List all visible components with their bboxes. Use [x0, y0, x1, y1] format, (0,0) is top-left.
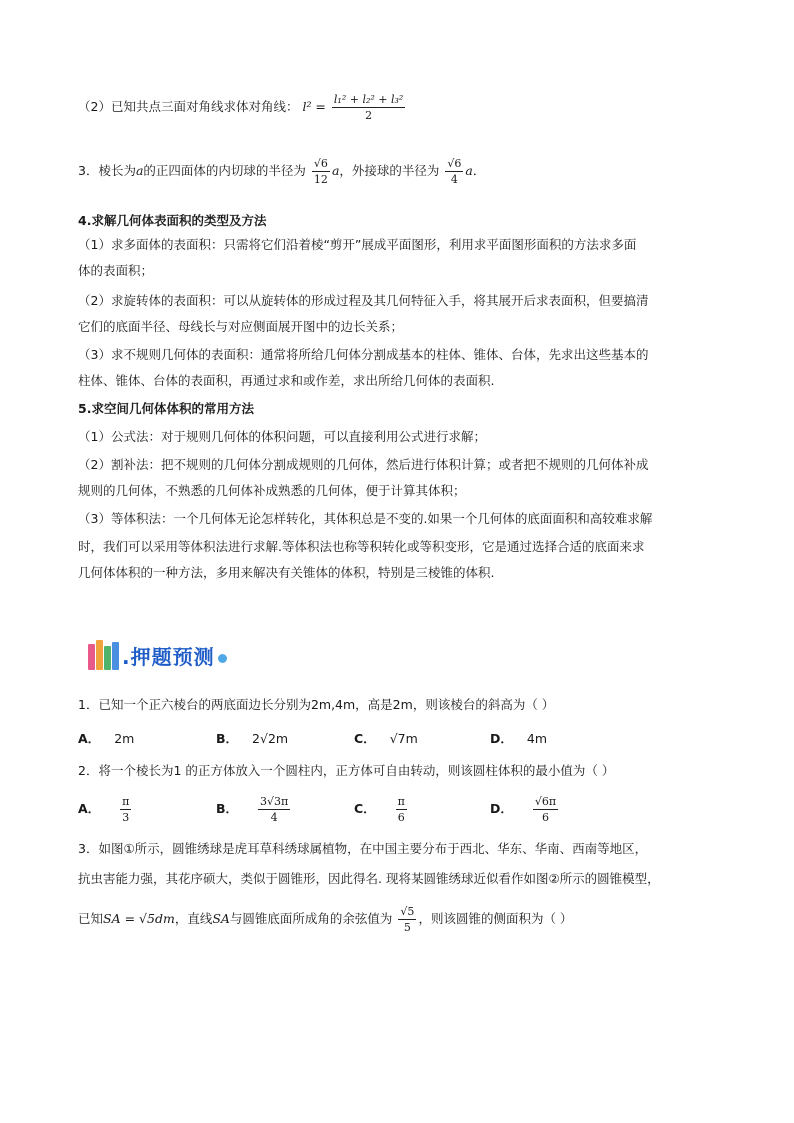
q3-cos-fraction: [398, 904, 416, 935]
item-3-var3: a: [465, 163, 473, 178]
q3-cos-den: 5: [403, 921, 411, 934]
q2-a-den: 3: [122, 811, 130, 824]
q2-option-c[interactable]: [354, 794, 409, 825]
item-3-text1: 棱长为: [98, 163, 136, 178]
section-4-line-1: （1）求多面体的表面积：只需将它们沿着棱“剪开”展成平面图形，利用求平面图形面积的方法求多面: [78, 237, 637, 252]
q1-option-c[interactable]: [354, 730, 418, 748]
item-3-text3: ，外接球的半径为: [339, 163, 440, 178]
book-spine-blue: [112, 642, 119, 670]
book-spine-orange: [96, 640, 103, 670]
q1-option-d-value: 4m: [526, 731, 548, 746]
q1-option-a-label: A．: [78, 731, 101, 746]
diagonal-numerator: l₁² + l₂² + l₃²: [333, 93, 404, 106]
banner-dot-icon: [218, 654, 227, 663]
diagonal-denominator: 2: [365, 109, 373, 122]
book-spine-green: [104, 646, 111, 670]
q2-option-d-fraction: [533, 794, 558, 825]
book-spine-pink: [88, 644, 95, 670]
q2-option-c-label: C．: [354, 801, 376, 816]
question-3-line-3: [78, 904, 572, 935]
q2-option-b-fraction: [258, 794, 290, 825]
section-5-line-2: （2）割补法：把不规则的几何体分割成规则的几何体，然后进行体积计算；或者把不规则的几何体补成: [78, 457, 649, 472]
q1-option-b-label: B．: [216, 731, 239, 746]
inscribed-num: √6: [313, 157, 328, 170]
inscribed-radius-fraction: [312, 156, 330, 187]
q2-option-d-label: D．: [490, 801, 513, 816]
q1-option-c-label: C．: [354, 731, 376, 746]
section-4-line-3: （2）求旋转体的表面积：可以从旋转体的形成过程及其几何特征入手，将其展开后求表面积，但要搞清: [78, 293, 649, 308]
inscribed-den: 12: [313, 173, 328, 186]
section-4-heading: 4.求解几何体表面积的类型及方法: [78, 213, 267, 228]
q3-l3-text-e: 与圆锥底面所成角的余弦值为: [229, 911, 393, 926]
q2-option-b-label: B．: [216, 801, 239, 816]
q2-d-num: √6π: [534, 795, 557, 808]
q2-option-a[interactable]: [78, 794, 133, 825]
q1-option-d[interactable]: [490, 730, 547, 748]
question-1-stem: 1．已知一个正六棱台的两底面边长分别为2m,4m，高是2m，则该棱台的斜高为（ ）: [78, 697, 555, 712]
section-5-line-1: （1）公式法：对于规则几何体的体积问题，可以直接利用公式进行求解；: [78, 429, 486, 444]
question-3-line-1: 3．如图①所示，圆锥绣球是虎耳草科绣球属植物，在中国主要分布于西北、华东、华南、西南等地区，: [78, 841, 648, 856]
q2-d-den: 6: [542, 811, 549, 824]
q2-option-b[interactable]: [216, 794, 292, 825]
books-icon: [88, 640, 120, 670]
q1-option-b-value: 2√2m: [252, 731, 289, 746]
q2-option-d[interactable]: [490, 794, 560, 825]
prediction-banner: [88, 636, 227, 674]
item-3-end: ．: [472, 163, 486, 178]
q2-option-a-fraction: [120, 794, 131, 825]
section-5-line-4: （3）等体积法：一个几何体无论怎样转化，其体积总是不变的.如果一个几何体的底面面积和高较难求解: [78, 511, 653, 526]
q3-l3-text-f: ，则该圆锥的侧面积为（ ）: [418, 911, 573, 926]
q2-option-c-fraction: [396, 794, 407, 825]
q3-sa-value: SA = √5dm: [103, 911, 175, 926]
section-5-line-3: 规则的几何体，不熟悉的几何体补成熟悉的几何体，便于计算其体积；: [78, 483, 466, 498]
item-3-var2: a: [331, 163, 340, 178]
diagonal-fraction: [332, 92, 405, 123]
q2-option-a-label: A．: [78, 801, 101, 816]
item-3-text2: 的正四面体的内切球的半径为: [143, 163, 306, 178]
q3-l3-text-a: 已知: [78, 911, 104, 926]
item-3-var: a: [135, 163, 144, 178]
section-4-line-5: （3）求不规则几何体的表面积：通常将所给几何体分割成基本的柱体、锥体、台体，先求出这些基本的: [78, 347, 649, 362]
section-4-line-4: 它们的底面半径、母线长与对应侧面展开图中的边长关系；: [78, 319, 404, 334]
q1-option-d-label: D．: [490, 731, 513, 746]
section-5-heading: 5.求空间几何体体积的常用方法: [78, 401, 254, 416]
q1-option-c-value: √7m: [389, 731, 418, 746]
circum-den: 4: [450, 173, 458, 186]
q2-c-den: 6: [397, 811, 405, 824]
circum-num: √6: [447, 157, 462, 170]
q1-option-a[interactable]: [78, 730, 134, 748]
q2-a-num: π: [122, 795, 130, 808]
diagonal-formula-line: [78, 92, 407, 123]
question-3-line-2: 抗虫害能力强，其花序硕大，类似于圆锥形，因此得名. 现将某圆锥绣球近似看作如图②所示的圆锥模型，: [78, 871, 660, 886]
q2-b-den: 4: [270, 811, 278, 824]
q3-cos-num: √5: [400, 905, 415, 918]
circumscribed-radius-fraction: [445, 156, 463, 187]
banner-title: .押题预测: [122, 644, 215, 669]
item-3-number: 3．: [78, 163, 99, 178]
q3-sa-label: SA: [212, 911, 230, 926]
tetrahedron-sphere-line: [78, 156, 485, 187]
question-2-stem: 2．将一个棱长为1 的正方体放入一个圆柱内，正方体可自由转动，则该圆柱体积的最小值为（ ）: [78, 763, 615, 778]
q1-option-a-value: 2m: [114, 731, 135, 746]
q1-option-b[interactable]: [216, 730, 288, 748]
section-5-line-6: 几何体体积的一种方法，多用来解决有关锥体的体积，特别是三棱锥的体积.: [78, 565, 495, 580]
section-4-line-2: 体的表面积；: [78, 263, 154, 278]
diagonal-formula-text: （2）已知共点三面对角线求体对角线：: [78, 99, 299, 114]
q2-c-num: π: [397, 795, 405, 808]
q3-l3-text-c: ，直线: [174, 911, 213, 926]
section-5-line-5: 时，我们可以采用等体积法进行求解.等体积法也称等积转化或等积变形，它是通过选择合适的底面来求: [78, 539, 645, 554]
q2-b-num: 3√3π: [260, 795, 289, 808]
formula-lhs: l² =: [302, 99, 326, 114]
section-4-line-6: 柱体、锥体、台体的表面积，再通过求和或作差，求出所给几何体的表面积.: [78, 373, 495, 388]
